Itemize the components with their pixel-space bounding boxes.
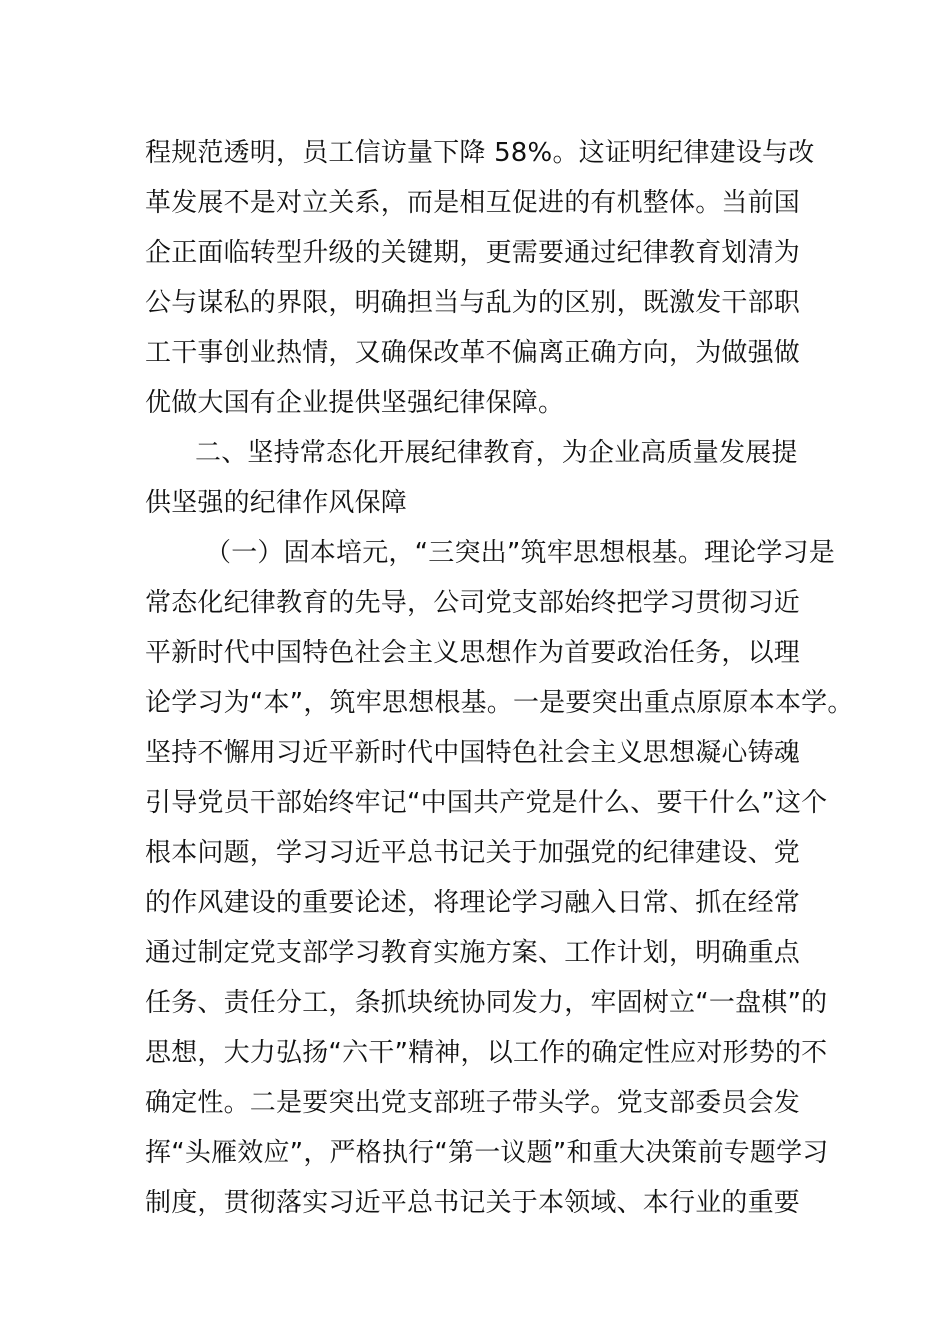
subsection-heading-line: （一）固本培元，“三突出”筑牢思想根基。理论学习是 [205,538,835,568]
text-line: 根本问题，学习习近平总书记关于加强党的纪律建设、党 [145,838,801,868]
text-line: 通过制定党支部学习教育实施方案、工作计划，明确重点 [145,938,801,968]
text-line: 论学习为“本”，筑牢思想根基。一是要突出重点原原本本学。 [145,688,854,718]
text-line: 革发展不是对立关系，而是相互促进的有机整体。当前国 [145,188,801,218]
section-heading-line: 二、坚持常态化开展纪律教育，为企业高质量发展提 [195,438,798,468]
text-line: 工干事创业热情，又确保改革不偏离正确方向，为做强做 [145,338,801,368]
text-line: 优做大国有企业提供坚强纪律保障。 [145,388,565,418]
text-line: 常态化纪律教育的先导，公司党支部始终把学习贯彻习近 [145,588,801,618]
text-line: 公与谋私的界限，明确担当与乱为的区别，既激发干部职 [145,288,801,318]
text-line: 的作风建设的重要论述，将理论学习融入日常、抓在经常 [145,888,801,918]
text-line: 任务、责任分工，条抓块统协同发力，牢固树立“一盘棋”的 [145,988,828,1018]
text-line: 确定性。二是要突出党支部班子带头学。党支部委员会发 [145,1088,801,1118]
text-line: 制度，贯彻落实习近平总书记关于本领域、本行业的重要 [145,1188,801,1218]
text-line: 程规范透明，员工信访量下降 58%。这证明纪律建设与改 [145,138,815,168]
text-line: 挥“头雁效应”，严格执行“第一议题”和重大决策前专题学习 [145,1138,829,1168]
section-heading-line: 供坚强的纪律作风保障 [145,488,408,518]
text-line: 坚持不懈用习近平新时代中国特色社会主义思想凝心铸魂 [145,738,801,768]
text-line: 企正面临转型升级的关键期，更需要通过纪律教育划清为 [145,238,801,268]
text-line: 引导党员干部始终牢记“中国共产党是什么、要干什么”这个 [145,788,828,818]
body-text [145,128,905,1228]
text-line: 平新时代中国特色社会主义思想作为首要政治任务，以理 [145,638,801,668]
text-line: 思想，大力弘扬“六干”精神，以工作的确定性应对形势的不 [145,1038,828,1068]
